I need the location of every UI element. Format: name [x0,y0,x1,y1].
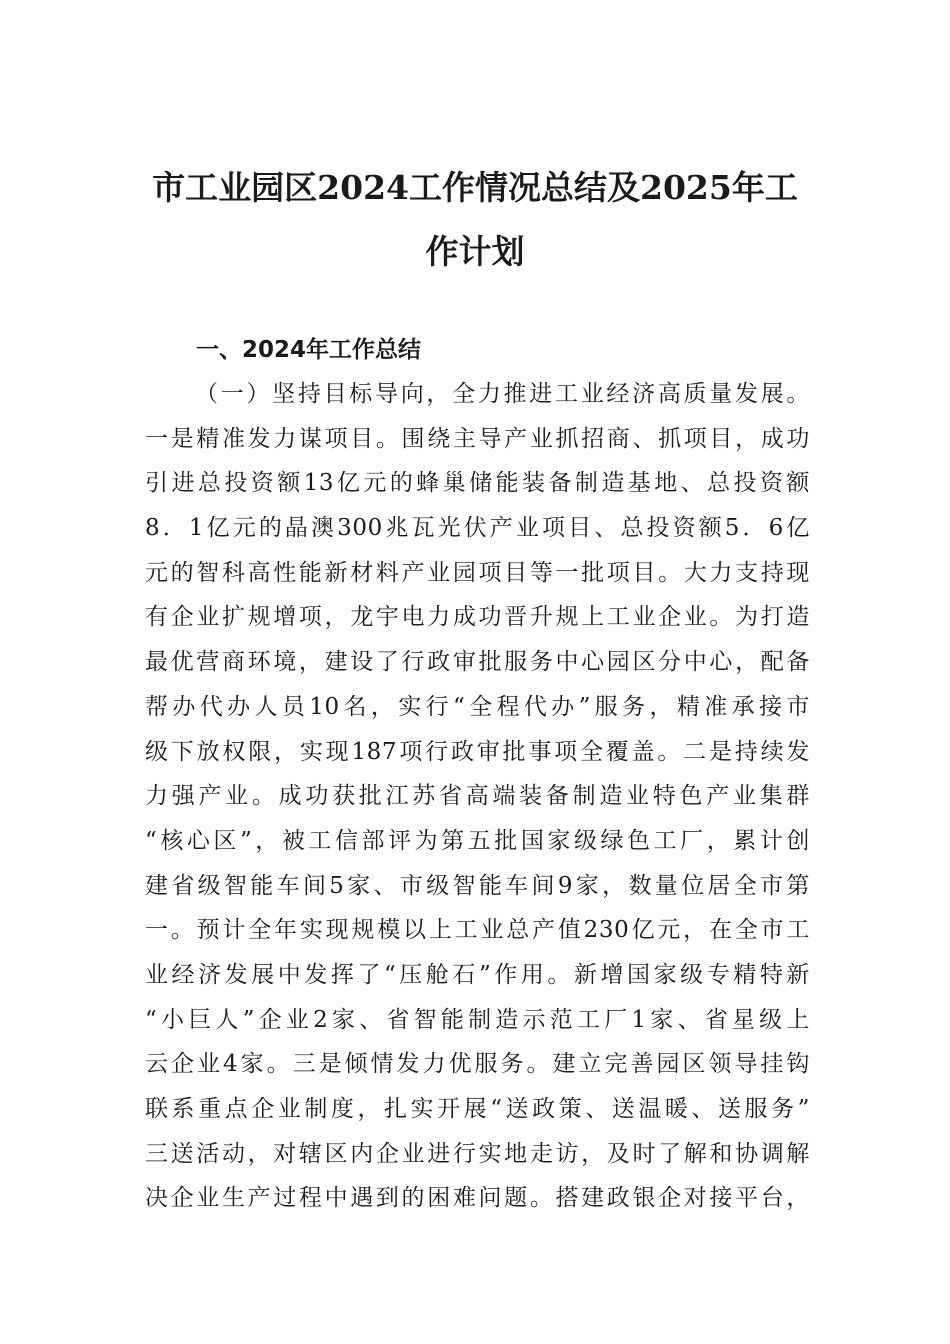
body-line: 三送活动，对辖区内企业进行实地走访，及时了解和协调解 [145,1140,810,1167]
body-line: 元的智科高性能新材料产业园项目等一批项目。大力支持现 [145,559,810,586]
body-line: 力强产业。成功获批江苏省高端装备制造业特色产业集群 [145,783,810,810]
body-line: 8．1亿元的晶澳300兆瓦光伏产业项目、总投资额5．6亿 [145,515,810,542]
body-line: 决企业生产过程中遇到的困难问题。搭建政银企对接平台， [145,1185,810,1212]
body-line: “核心区”，被工信部评为第五批国家级绿色工厂，累计创 [145,827,810,854]
body-line: 最优营商环境，建设了行政审批服务中心园区分中心，配备 [145,649,810,676]
body-line: 引进总投资额13亿元的蜂巢储能装备制造基地、总投资额 [145,470,810,497]
body-line: 一是精准发力谋项目。围绕主导产业抓招商、抓项目，成功 [145,425,810,452]
body-line: 建省级智能车间5家、市级智能车间9家，数量位居全市第 [145,872,810,899]
body-line: “小巨人”企业2家、省智能制造示范工厂1家、省星级上 [145,1006,810,1033]
body-line: 有企业扩规增项，龙宇电力成功晋升规上工业企业。为打造 [145,604,810,631]
body-line: 帮办代办人员10名，实行“全程代办”服务，精准承接市 [145,693,810,720]
body-paragraph [145,372,810,1221]
document-title-line-1: 市工业园区2024工作情况总结及2025年工 [152,168,798,207]
section-heading: 一、2024年工作总结 [196,337,422,363]
body-line: 云企业4家。三是倾情发力优服务。建立完善园区领导挂钩 [145,1051,810,1078]
body-line: 级下放权限，实现187项行政审批事项全覆盖。二是持续发 [145,738,810,765]
body-line: 一。预计全年实现规模以上工业总产值230亿元，在全市工 [145,917,810,944]
document-title-line-2: 作计划 [425,232,525,271]
body-line: 联系重点企业制度，扎实开展“送政策、送温暖、送服务” [145,1096,810,1122]
body-line: 业经济发展中发挥了“压舱石”作用。新增国家级专精特新 [145,961,810,988]
body-line: （一）坚持目标导向，全力推进工业经济高质量发展。 [195,381,810,407]
